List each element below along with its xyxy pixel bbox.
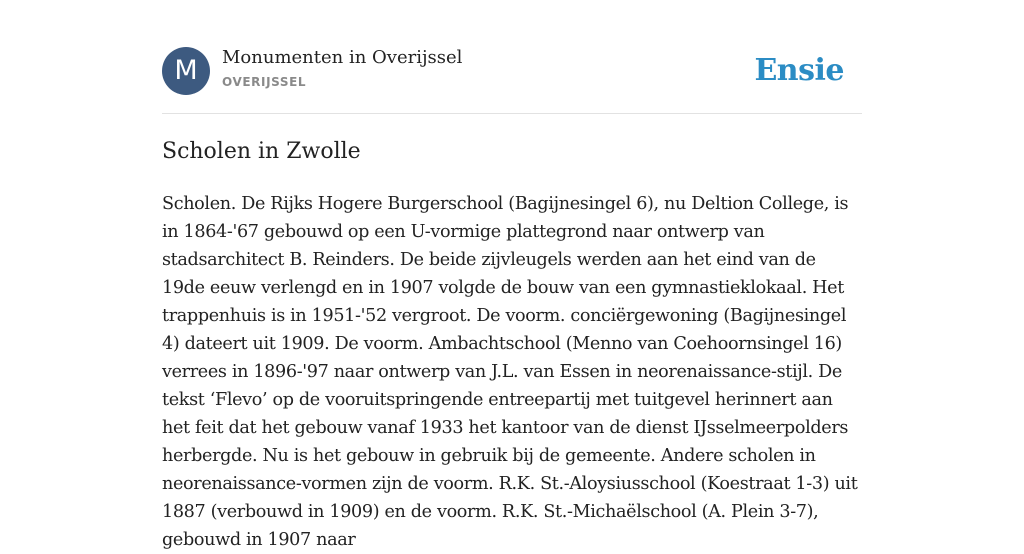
header-divider — [162, 113, 862, 114]
collection-header — [162, 47, 862, 95]
collection-title[interactable]: Monumenten in Overijssel — [222, 47, 463, 68]
article-title: Scholen in Zwolle — [162, 139, 361, 164]
ensie-logo[interactable]: Ensie — [754, 53, 844, 88]
article-page — [162, 0, 862, 550]
collection-subtitle[interactable]: OVERIJSSEL — [222, 75, 307, 89]
article-body: Scholen. De Rijks Hogere Burgerschool (Bagijnesingel 6), nu Deltion College, is in 1864-'67 gebouwd op een U-vormige plattegrond naar ontwerp van stadsarchitect B. Reinders. De beide zijvleugels werden aan het eind van de 19de eeuw verlengd en in 1907 volgde de bouw van een gymnastieklokaal. Het trappenhuis is in 1951-'52 vergroot. De voorm. conciërgewoning (Bagijnesingel 4) dateert uit 1909. De voorm. Ambachtschool (Menno van Coehoornsingel 16) verrees in 1896-'97 naar ontwerp van J.L. van Essen in neorenaissance-stijl. De tekst ‘Flevo’ op de vooruitspringende entreepartij met tuitgevel herinnert aan het feit dat het gebouw vanaf 1933 het kantoor van de dienst IJsselmeerpolders herbergde. Nu is het gebouw in gebruik bij de gemeente. Andere scholen in neorenaissance-vormen zijn de voorm. R.K. St.-Aloysiusschool (Koestraat 1-3) uit 1887 (verbouwd in 1909) en de voorm. R.K. St.-Michaëlschool (A. Plein 3-7), gebouwd in 1907 naar — [162, 194, 858, 550]
collection-avatar[interactable]: M — [162, 47, 210, 95]
